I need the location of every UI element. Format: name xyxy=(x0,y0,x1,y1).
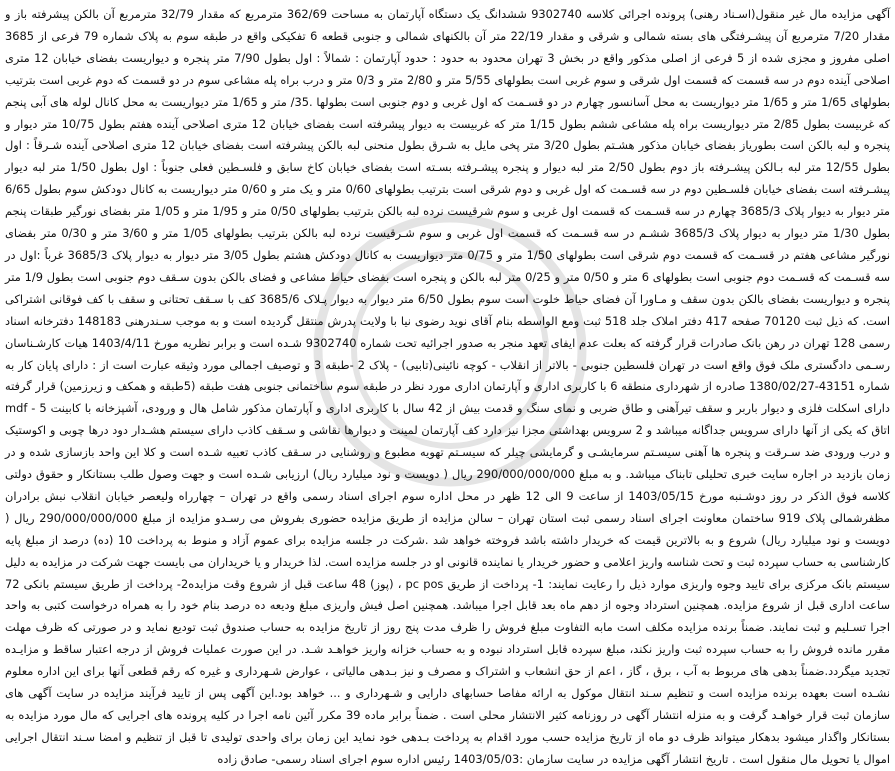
auction-notice-body: آگهی مزایده مال غیر منقول(اسـناد رهنی) پرونده اجرائی کلاسه 9302740 ششدانگ یک دستگاه آپارتمان به مساحت 362/69 مترمربع که مقدار 32/79 مترمربع آن بالکن پیشرفته باز و مقدار 7/20 مترمربع آن پیشـرفتگی های بسته شمالی و شرقی و مقدار 22/19 متر آن بالکنهای شمالی و جنوبی قطعه 6 تفکیکی واقع در طبقه سوم به پلاک شماره 79 فرعی از 3685 اصلی مفروز و مجزی شده از 5 فرعی از اصلی مذکور واقع در بخش 3 تهران محدود به حدود : حدود آپارتمان : شمالاً : اول بطول 7/90 متر پنجره و دیواریست بفضای خیابان 12 متری اصلاحی آینده دوم در سه قسمت که قسمت اول شرقی و سوم غربی است بطولهای 5/55 متر و 2/80 متر و 0/3 متر و درب براه پله مشاعی سوم در دو قسمت که دوم غربی است بترتیب بطولهای 1/65 متر و 1/65 متر دیواریست به محل آسانسور چهارم در دو قسـمت که اول غربی و دوم جنوبی است بطولها .35/ متر و 1/65 متر دیواریست به محل کانال لوله های آبی پنجم که غربیست بطول 2/85 متر دیواریست براه پله مشاعی ششم بطول 1/15 متر که غربیست به دیوار پیشرفته است بفضای خیابان 12 متری اصلاحی آینده هفتم بطول 10/75 متر دیوار و پنجره و لبه بالکن است بطوریاز بفضای خیابان مذکور هشـتم بطول 3/20 متر پخی مایل به شـرق بطول منحنی لبه بالکن پیشرفته است بفضای خیابان 12 متری اصلاحی آینده شـرقاً : اول بطول 12/55 متر لبه بـالکن پیشـرفته باز دوم بطول 2/50 متر لبه دیوار و پنجره پیشـرفته بسـته است بفضای خیابان کاخ سابق و فلسـطین فعلی جنوباً : اول بطول 1/50 متر لبه دیوار پیشـرفته است بفضای خیابان فلسـطین دوم در سه قسـمت که اول غربی و دوم شرقی است بترتیب بطولهای 0/60 متر و یک متر و 0/60 متر دیواریست به کانال دودکش سوم بطول 6/65 متر دیوار به دیوار پلاک 3685/3 چهارم در سه قسـمت که قسمت اول غربی و سوم شرقیست نرده لبه بالکن بترتیب بطولهای 0/50 متر و 1/95 متر و 1/05 متر بفضای نورگیر طبقات پنجم بطول 1/30 متر دیوار به دیوار پلاک 3685/3 ششـم در سه قسـمت که قسمت اول غربی و سوم شـرقیست نرده لبه بالکن بترتیب بطولهای 1/05 متر و 3/60 متر و 0/30 متر بفضای نورگیر مشاعی هفتم در قسـمت که قسمت دوم شرقی است بطولهای 1/50 متر و 0/75 متر دیواریست به کانال دودکش هشتم بطول 3/05 متر دیوار به دیوار پلاک 3685/3 غرباً :اول در سه قسـمت که قسـمت دوم جنوبی است بطولهای 6 متر و 0/50 متر و 0/25 متر لبه بالکن و پنجره است بفضای حیاط مشاعی و فضای بالکن بدون سـقف دوم جنوبی است بطول 1/9 متر پنجره و دیواریست بفضای بالکن بدون سقف و مـاورا آن فضای حیاط خلوت است سوم بطول 6/50 متر دیوار به دیوار پـلاک 3685/6 کف با سـقف تحتانی و سقف با کف فوقانی اشتراکی است. که ذیل ثبت 70120 صفحه 417 دفتر املاک جلد 518 ثبت ومع الواسطه بنام آقای نوید رضوی نیا با ولایت پدرش منتقل گردیده است و به موجب سـندرهنی 148183 دفترخانه اسناد رسمی 128 تهران در رهن بانک صادرات قرار گرفته که بعلت عدم ایفای تعهد منجر به صدور اجرائیه تحت شماره 9302740 شـده است و برابر نظریه مورخ 1403/4/11 هیات کارشـناسان رسـمی دادگستری ملک فوق واقع است در تهران فلسطین جنوبی - بالاتر از انقلاب - کوچه نائینی(تابیی) - پلاک 2 -طبقه 3 و توصیف اجمالی مورد وثیقه عبارت است از : دارای پایان کار به شماره 43151-1380/02/27 صادره از شهرداری منطقه 6 با کاربری اداری و آپارتمان اداری مورد نظر در طبقه سوم ساختمانی جنوبی هفت طبقه (5طبقه و همکف و زیرزمین) قرار گرفته دارای اسکلت فلزی و دیوار باربر و سقف تیرآهنی و طاق ضربی و نمای سنگ و قدمت بیش از 42 سال با کاربری اداری و آپارتمان مذکور شامل هال و ورودی، آشپزخانه با کابینت mdf - 5 اتاق که یکی از آنها دارای سرویس جداگانه میباشد و 2 سرویس بهداشتی مجزا نیز دارد کف آپارتمان لمینت و دیوارها نقاشی و سـقف کاذب دارای سیستم هشـدار دود درها چوبی و اکوستیک و درب ورودی ضد سـرقت و پنجره ها آهنی سیسـتم سرمایشـی و گرمایشی چیلر که سیسـتم تهویه مطبوع و روشنایی در سـقف کاذب تعبیه شـده است و کلا این واحد بازسازی شده و در زمان بازدید در اجاره سایت خبری تحلیلی تابناک میباشد. و به مبلغ 290/000/000/000 ریال ( دویست و نود میلیارد ریال) ارزیابی شـده است و جهت وصول طلب بستانکار و حقوق دولتی کلاسه فوق الذکر در روز دوشـنبه مورخ 1403/05/15 از ساعت 9 الی 12 ظهر در محل اداره سوم اجرای اسناد رسمی واقع در تهران – چهارراه ولیعصر خیابان انقلاب نبش برادران مظفرشمالی پلاک 919 ساختمان معاونت اجرای اسناد رسمی ثبت استان تهران – سالن مزایده از طریق مزایده حضوری بفروش می رسـدو مزایده از مبلغ 290/000/000/000 ریال ( دویست و نود میلیارد ریال) شروع و به بالاترین قیمت که خریدار داشته باشد فروخته خواهد شد .شرکت در جلسه مزایده برای عموم آزاد و منوط به پرداخت 10 (ده) درصد از مبلغ پایه کارشناسی به حساب سپرده ثبت و تحت شناسه واریز اعلامی و حضور خریدار یا نماینده قانونی او در جلسه مزایده است. لذا خریدار و یا خریداران می بایست جهت شرکت در مزایده به دلیل سیستم بانک مرکزی برای تایید وجوه واریزی موارد ذیل را رعایت نمایند: 1- پرداخت از طریق pc pos ، (پوز) 48 ساعت قبل از شروع وقت مزایده2- پرداخت از طریق سیستم بانکی 72 ساعت اداری قبل از شروع مزایده. همچنین استرداد وجوه از دهم ماه بعد قابل اجرا میباشد. همچنین اصل فیش واریزی مبلغ ودیعه ده درصد بنام خود را به همراه درخواست کتبی به واحد اجرا تسـلیم و ثبت نمایند. ضمناً برنده مزایده مکلف است مابه التفاوت مبلغ فروش را ظرف مدت پنج روز از تاریخ مزایده به حساب صندوق ثبت تودیع نماید و در صورتی که ظرف مهلت مقرر مانده فروش را به حساب سپرده ثبت واریز نکند، مبلغ سپرده قابل استرداد نبوده و به حساب خزانه واریز خواهـد شـد. در این صورت عملیات فروش از درجه اعتبار ساقط و مزایـده تجدید میگردد.ضمناً بدهی های مربوط به آب ، برق ، گاز ، اعم از حق انشعاب و اشتراک و مصرف و نیز بـدهی مالیاتی ، عوارض شـهرداری و غیره که رقم قطعی آنها برای این اداره معلوم نشـده است بعهده برنده مزایده است و تنظیم سـند انتقال موکول به ارائه مفاصا حسابهای دارایی و شـهرداری و ... خواهد بود.این آگهی پس از تایید فرآیند مزایده در سایت آگهی های سازمان ثبت قرار خواهـد گرفت و به منزله انتشار آگهی در روزنامه کثیر الانتشار محلی است . ضمناً برابر ماده 39 مکرر آئین نامه اجرا در کلیه پرونده های اجرایی که مال مورد مزایده به بستانکار واگذار میشود بدهکار میتواند ظرف دو ماه از تاریخ مزایده حسب مورد اقدام به پرداخت بـدهی خود نماید این زمان برای واحدی تولیدی تا قبل از تنظیم و امضا سـند انتقال اجرایی اموال یا تحویل مال منقول است . تاریخ انتشار آگهی مزایده در سایت سازمان :1403/05/03 رئیس اداره سوم اجرای اسناد رسمی- صادق زاده xyxy=(5,7,891,766)
